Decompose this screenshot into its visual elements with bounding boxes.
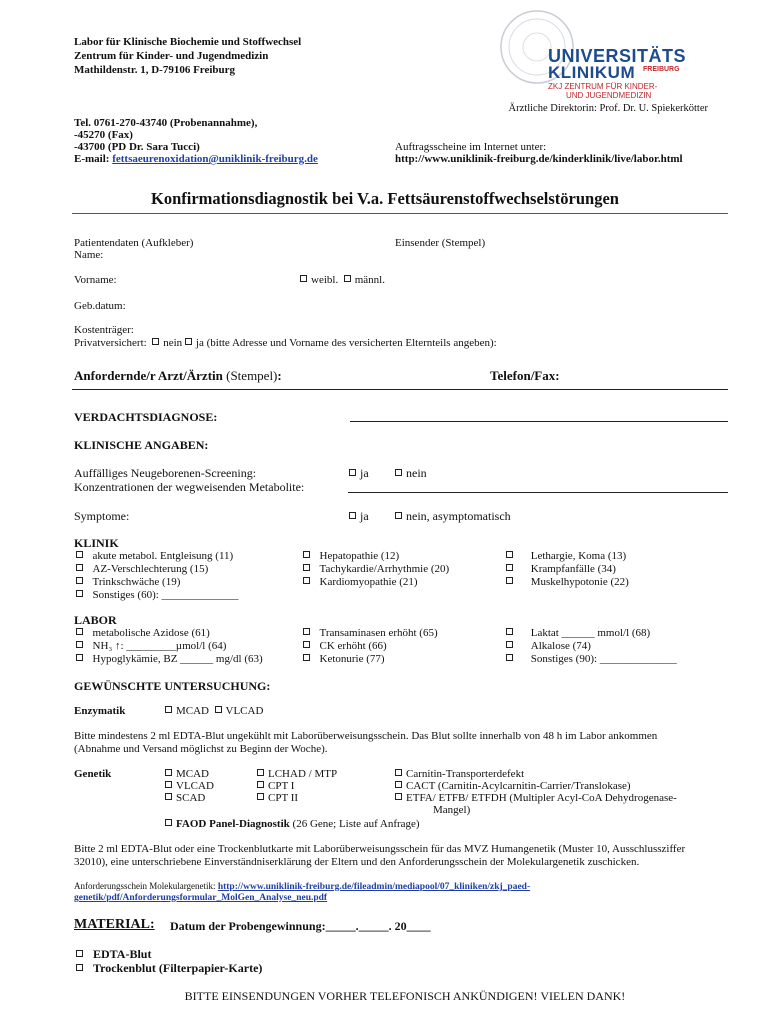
klinik-heading: KLINIK	[74, 536, 119, 550]
list-item[interactable]: CPT I	[257, 780, 337, 792]
fax-line: -45270 (Fax)	[74, 129, 133, 141]
maennl-label: männl.	[354, 274, 385, 286]
list-item[interactable]: Lethargie, Koma (13)	[506, 550, 629, 563]
klinische-angaben-heading: KLINISCHE ANGABEN:	[74, 438, 209, 452]
enzymatik-label: Enzymatik	[74, 705, 126, 717]
list-item[interactable]: Ketonurie (77)	[303, 653, 438, 666]
gender-options	[300, 274, 385, 286]
checkbox[interactable]	[506, 564, 513, 571]
klinik-col2	[303, 550, 449, 589]
list-item[interactable]: NH₃ ↑: _________µmol/l (64)	[76, 640, 263, 653]
privat-label: Privatversichert:	[74, 337, 147, 349]
enzymatik-options: MCAD VLCAD	[165, 705, 263, 717]
list-item[interactable]: Trinkschwäche (19)	[76, 576, 239, 589]
title-divider	[72, 213, 728, 214]
list-item[interactable]: Carnitin-Transporterdefekt	[395, 768, 677, 780]
kostentraeger-label: Kostenträger:	[74, 324, 134, 336]
privat-line	[74, 337, 497, 349]
footer-notice: BITTE EINSENDUNGEN VORHER TELEFONISCH ANKÜNDIGEN! VIELEN DANK!	[184, 989, 626, 1003]
lab-name: Labor für Klinische Biochemie und Stoffwechsel	[74, 36, 302, 48]
list-item[interactable]: EDTA-Blut	[76, 947, 262, 961]
arzt-colon: :	[277, 368, 282, 383]
symptome-nein-checkbox[interactable]	[395, 512, 402, 519]
list-item[interactable]: CACT (Carnitin-Acylcarnitin-Carrier/Translokase)	[395, 780, 677, 792]
privat-ja-checkbox[interactable]	[185, 338, 192, 345]
labor-col3	[506, 627, 677, 666]
metabolite-field[interactable]	[348, 492, 728, 493]
direktorin: Ärztliche Direktorin: Prof. Dr. U. Spiekerkötter	[508, 103, 708, 114]
list-item[interactable]: MCAD	[165, 768, 214, 780]
center-name: Zentrum für Kinder- und Jugendmedizin	[74, 50, 269, 62]
list-item[interactable]: AZ-Verschlechterung (15)	[76, 563, 239, 576]
edta-instructions-line1: Bitte mindestens 2 ml EDTA-Blut ungekühlt mit Laborüberweisungsschein. Das Blut sollte innerhalb von 48 h im Labor ankommen	[74, 730, 658, 742]
logo-zkj-line2: UND JUGENDMEDIZIN	[566, 91, 652, 100]
checkbox[interactable]	[257, 781, 264, 788]
email-link[interactable]: fettsaeurenoxidation@uniklinik-freiburg.de	[112, 153, 318, 165]
checkbox[interactable]	[165, 781, 172, 788]
privat-ja-label: ja (bitte Adresse und Vorname des versicherten Elternteils angeben):	[195, 337, 497, 349]
checkbox[interactable]	[506, 577, 513, 584]
screening-nein-checkbox[interactable]	[395, 469, 402, 476]
list-item[interactable]: ETFA/ ETFB/ ETFDH (Multipler Acyl-CoA Dehydrogenase-	[395, 792, 677, 804]
checkbox[interactable]	[165, 769, 172, 776]
weibl-label: weibl.	[311, 274, 339, 286]
list-item[interactable]: Trockenblut (Filterpapier-Karte)	[76, 961, 262, 975]
screening-ja-label: ja	[360, 466, 369, 480]
logo-klinikum: KLINIKUM	[548, 63, 636, 82]
list-item[interactable]: Tachykardie/Arrhythmie (20)	[303, 563, 449, 576]
probengewinnung-datum[interactable]: Datum der Probengewinnung:_____._____. 20____	[170, 919, 431, 933]
vlcad-checkbox[interactable]	[215, 706, 222, 713]
telefon-fax-label: Telefon/Fax:	[490, 368, 560, 383]
list-item[interactable]: Transaminasen erhöht (65)	[303, 627, 438, 640]
screening-nein-option	[395, 466, 427, 481]
lab-address: Mathildenstr. 1, D-79106 Freiburg	[74, 64, 236, 76]
logo-zkj-line1: ZKJ ZENTRUM FÜR KINDER-	[548, 82, 658, 91]
checkbox[interactable]	[303, 654, 310, 661]
trocken-instructions-line2: 32010), eine unterschriebene Einverständniserklärung der Eltern und den Anforderungsschein der Molekulargenetik zuschicken.	[74, 856, 640, 868]
screening-nein-label: nein	[406, 466, 427, 480]
email-label: E-mail:	[74, 153, 113, 165]
checkbox[interactable]	[303, 551, 310, 558]
labor-col1	[76, 627, 263, 666]
checkbox[interactable]	[395, 769, 402, 776]
checkbox[interactable]	[257, 769, 264, 776]
list-item[interactable]: CPT II	[257, 792, 337, 804]
symptome-nein-label: nein, asymptomatisch	[406, 509, 511, 523]
auftrag-url[interactable]: http://www.uniklinik-freiburg.de/kinderklinik/live/labor.html	[395, 153, 683, 165]
phone-line: Tel. 0761-270-43740 (Probenannahme),	[74, 117, 258, 129]
checkbox[interactable]	[506, 551, 513, 558]
verdacht-field[interactable]	[350, 421, 728, 422]
checkbox[interactable]	[76, 654, 83, 661]
checkbox[interactable]	[303, 641, 310, 648]
checkbox[interactable]	[165, 793, 172, 800]
list-item[interactable]: LCHAD / MTP	[257, 768, 337, 780]
page-title: Konfirmationsdiagnostik bei V.a. Fettsäurenstoffwechselstörungen	[151, 189, 619, 208]
symptome-ja-label: ja	[360, 509, 369, 523]
edta-instructions-line2: (Abnahme und Versand möglichst zu Beginn der Woche).	[74, 743, 328, 755]
checkbox[interactable]	[76, 577, 83, 584]
checkbox[interactable]	[395, 793, 402, 800]
vorname-label: Vorname:	[74, 274, 117, 286]
arzt-divider	[72, 389, 728, 390]
genetik-label: Genetik	[74, 768, 112, 780]
untersuchung-heading: GEWÜNSCHTE UNTERSUCHUNG:	[74, 679, 271, 693]
list-item[interactable]: Laktat ______ mmol/l (68)	[506, 627, 677, 640]
list-item[interactable]: Kardiomyopathie (21)	[303, 576, 449, 589]
name-label: Name:	[74, 249, 104, 261]
checkbox[interactable]	[506, 641, 513, 648]
symptome-nein-option	[395, 509, 511, 524]
checkbox[interactable]	[76, 564, 83, 571]
mcad-checkbox[interactable]	[165, 706, 172, 713]
checkbox[interactable]	[395, 781, 402, 788]
verdacht-label: VERDACHTSDIAGNOSE:	[74, 410, 218, 424]
checkbox[interactable]	[303, 577, 310, 584]
klinik-col3	[506, 550, 629, 589]
material-heading: MATERIAL:	[74, 917, 155, 932]
anforderung-url-part2[interactable]: genetik/pdf/Anforderungsformular_MolGen_Analyse_neu.pdf	[74, 893, 328, 903]
weibl-checkbox[interactable]	[300, 275, 307, 282]
genetik-col1	[165, 768, 214, 804]
list-item[interactable]: Sonstiges (60): ______________	[76, 589, 239, 602]
privat-nein-label: nein	[163, 337, 183, 349]
privat-nein-checkbox[interactable]	[152, 338, 159, 345]
genetik-col3	[395, 768, 677, 816]
maennl-checkbox[interactable]	[344, 275, 351, 282]
tucci-line: -43700 (PD Dr. Sara Tucci)	[74, 141, 200, 153]
arzt-line	[74, 368, 282, 384]
list-item[interactable]: Hypoglykämie, BZ ______ mg/dl (63)	[76, 653, 263, 666]
list-item[interactable]: VLCAD	[165, 780, 214, 792]
anforderung-url-part1[interactable]: http://www.uniklinik-freiburg.de/fileadmin/mediapool/07_kliniken/zkj_paed-	[217, 882, 531, 892]
metabolite-label: Konzentrationen der wegweisenden Metabolite:	[74, 480, 305, 494]
material-list	[76, 947, 262, 975]
arzt-stempel: (Stempel)	[226, 368, 278, 383]
list-item[interactable]: metabolische Azidose (61)	[76, 627, 263, 640]
patientendaten-label: Patientendaten (Aufkleber)	[74, 237, 194, 249]
checkbox[interactable]	[303, 564, 310, 571]
symptome-ja-checkbox[interactable]	[349, 512, 356, 519]
screening-label: Auffälliges Neugeborenen-Screening:	[74, 466, 257, 480]
checkbox[interactable]	[76, 641, 83, 648]
list-item[interactable]: Muskelhypotonie (22)	[506, 576, 629, 589]
symptome-ja-option	[349, 509, 369, 524]
list-item[interactable]: Sonstiges (90): ______________	[506, 653, 677, 666]
email-line	[74, 153, 318, 165]
gebdatum-label: Geb.datum:	[74, 300, 126, 312]
mangel-continuation: Mangel)	[433, 804, 471, 816]
klinik-col1	[76, 550, 239, 602]
checkbox[interactable]	[257, 793, 264, 800]
checkbox[interactable]	[303, 628, 310, 635]
checkbox[interactable]	[76, 628, 83, 635]
faod-option[interactable]: FAOD Panel-Diagnostik (26 Gene; Liste auf Anfrage)	[165, 818, 420, 830]
screening-options	[349, 466, 369, 481]
checkbox[interactable]	[76, 964, 83, 971]
checkbox[interactable]	[506, 654, 513, 661]
list-item[interactable]: CK erhöht (66)	[303, 640, 438, 653]
list-item[interactable]: Hepatopathie (12)	[303, 550, 449, 563]
checkbox[interactable]	[76, 590, 83, 597]
einsender-label: Einsender (Stempel)	[395, 237, 486, 249]
faod-checkbox[interactable]	[165, 819, 172, 826]
list-item[interactable]: Krampfanfälle (34)	[506, 563, 629, 576]
anforderung-line1	[74, 881, 530, 892]
list-item[interactable]: akute metabol. Entgleisung (11)	[76, 550, 239, 563]
screening-ja-checkbox[interactable]	[349, 469, 356, 476]
checkbox[interactable]	[506, 628, 513, 635]
list-item[interactable]: Alkalose (74)	[506, 640, 677, 653]
checkbox[interactable]	[76, 551, 83, 558]
labor-col2	[303, 627, 438, 666]
symptome-label: Symptome:	[74, 509, 130, 523]
trocken-instructions-line1: Bitte 2 ml EDTA-Blut oder eine Trockenblutkarte mit Laborüberweisungsschein für das MVZ Humangenetik (Muster 10, Ausschlussziffer	[74, 843, 686, 855]
list-item[interactable]: SCAD	[165, 792, 214, 804]
genetik-col2	[257, 768, 337, 804]
auftrag-text: Auftragsscheine im Internet unter:	[395, 141, 547, 153]
logo-universitaets: UNIVERSITÄTS	[548, 46, 687, 66]
checkbox[interactable]	[76, 950, 83, 957]
logo-freiburg: FREIBURG	[643, 66, 680, 73]
labor-heading: LABOR	[74, 613, 117, 627]
anforderung-label: Anforderungsschein Molekulargenetik:	[74, 881, 218, 891]
arzt-label: Anfordernde/r Arzt/Ärztin	[74, 368, 223, 383]
